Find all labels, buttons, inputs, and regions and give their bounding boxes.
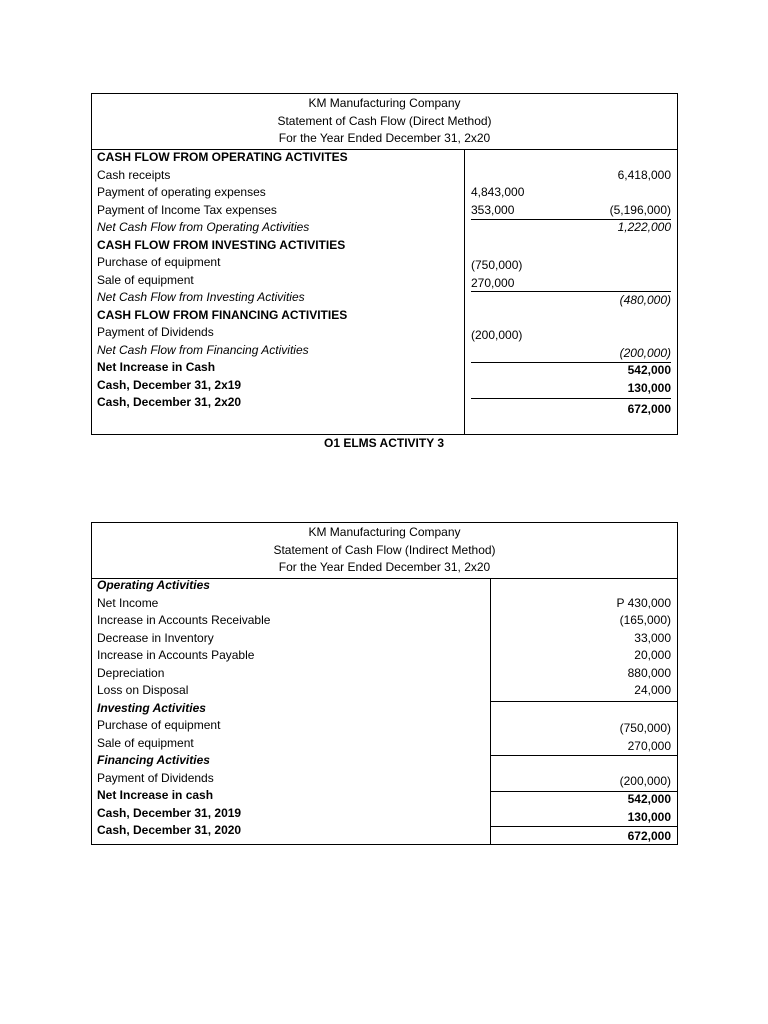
row-amount: 880,000: [627, 665, 671, 680]
direct-method-table: [91, 93, 678, 435]
row-label: Sale of equipment: [97, 272, 194, 287]
row-label: Payment of Income Tax expenses: [97, 202, 277, 217]
table-row: [92, 307, 677, 325]
table-row: [92, 324, 677, 342]
row-label: CASH FLOW FROM FINANCING ACTIVITIES: [97, 307, 348, 322]
row-label: Decrease in Inventory: [97, 630, 214, 645]
row-amount: 542,000: [627, 363, 671, 377]
row-subamount: 353,000: [471, 202, 515, 217]
row-label: Cash, December 31, 2019: [97, 805, 242, 820]
row-subamount: (200,000): [471, 328, 523, 342]
table-row: [92, 377, 677, 395]
table-row: [92, 682, 677, 700]
table-row: [92, 577, 677, 595]
table-row: [92, 342, 677, 360]
row-label: Payment of Dividends: [97, 325, 214, 339]
row-subamount: 270,000: [471, 275, 515, 290]
row-label: Net Cash Flow from Financing Activities: [97, 342, 309, 357]
row-amount: (750,000): [619, 721, 671, 735]
table-row: [92, 700, 677, 718]
row-label: Loss on Disposal: [97, 683, 189, 697]
row-amount: 672,000: [627, 402, 671, 416]
row-amount: 33,000: [634, 630, 671, 645]
row-label: Depreciation: [97, 665, 165, 680]
direct-header: [92, 94, 677, 150]
table-row: [92, 595, 677, 613]
row-label: Net Cash Flow from Operating Activities: [97, 220, 310, 234]
table-row: [92, 394, 677, 416]
table-row: [92, 272, 677, 290]
row-label: Payment of Dividends: [97, 770, 214, 785]
row-amount: (200,000): [619, 773, 671, 788]
row-subamount: 4,843,000: [471, 185, 525, 199]
row-amount: 542,000: [627, 792, 671, 806]
row-subamount: (750,000): [471, 258, 523, 272]
row-label: Cash, December 31, 2020: [97, 823, 242, 837]
table-row: [92, 752, 677, 770]
table-row: [92, 167, 677, 185]
table-row: [92, 149, 677, 167]
row-amount: (200,000): [619, 345, 671, 360]
row-amount: 24,000: [634, 683, 671, 697]
table-row: [92, 787, 677, 805]
row-label: Cash, December 31, 2x19: [97, 377, 242, 392]
table-row: [92, 612, 677, 630]
table-row: [92, 630, 677, 648]
row-amount: 130,000: [627, 809, 671, 824]
row-label: Cash, December 31, 2x20: [97, 395, 242, 409]
statement-title: Statement of Cash Flow (Indirect Method): [273, 542, 496, 557]
row-label: Cash receipts: [97, 167, 171, 182]
company-name: KM Manufacturing Company: [308, 96, 461, 110]
indirect-header: [92, 523, 677, 579]
table-row: [92, 219, 677, 237]
row-amount: (5,196,000): [609, 202, 671, 217]
row-label: Financing Activities: [97, 753, 210, 767]
table-row: [92, 665, 677, 683]
row-amount: 1,222,000: [617, 220, 671, 234]
table-row: [92, 237, 677, 255]
row-amount: 270,000: [627, 738, 671, 753]
row-amount: 6,418,000: [617, 167, 671, 182]
statement-period: For the Year Ended December 31, 2x20: [278, 131, 491, 145]
row-amount: P 430,000: [616, 595, 671, 610]
table-row: [92, 202, 677, 220]
row-label: Increase in Accounts Payable: [97, 648, 255, 662]
table-row: [92, 717, 677, 735]
row-label: Increase in Accounts Receivable: [97, 613, 271, 627]
row-label: Net Cash Flow from Investing Activities: [97, 290, 305, 304]
statement-title: Statement of Cash Flow (Direct Method): [277, 113, 492, 128]
row-label: Purchase of equipment: [97, 255, 221, 269]
row-amount: 20,000: [634, 648, 671, 662]
table-row: [92, 822, 677, 843]
table-row: [92, 805, 677, 823]
row-label: Payment of operating expenses: [97, 185, 266, 199]
table-row: [92, 359, 677, 377]
company-name: KM Manufacturing Company: [308, 525, 461, 539]
row-amount: (165,000): [619, 613, 671, 627]
row-amount: 130,000: [627, 380, 671, 395]
row-label: Net Increase in cash: [97, 788, 214, 802]
table-row: [92, 289, 677, 307]
table-row: [92, 254, 677, 272]
activity-caption: O1 ELMS ACTIVITY 3: [323, 436, 445, 450]
row-label: Investing Activities: [97, 700, 206, 715]
row-label: CASH FLOW FROM OPERATING ACTIVITES: [97, 150, 348, 164]
table-row: [92, 184, 677, 202]
row-amount: (480,000): [619, 293, 671, 307]
statement-period: For the Year Ended December 31, 2x20: [278, 560, 491, 574]
table-row: [92, 735, 677, 753]
row-label: CASH FLOW FROM INVESTING ACTIVITIES: [97, 237, 346, 252]
indirect-method-table: [91, 522, 678, 845]
table-row: [92, 647, 677, 665]
row-amount: 672,000: [627, 829, 671, 843]
row-label: Sale of equipment: [97, 735, 194, 750]
row-label: Net Income: [97, 595, 159, 610]
row-label: Net Increase in Cash: [97, 360, 216, 374]
table-row: [92, 770, 677, 788]
row-label: Purchase of equipment: [97, 718, 221, 732]
row-label: Operating Activities: [97, 578, 210, 592]
